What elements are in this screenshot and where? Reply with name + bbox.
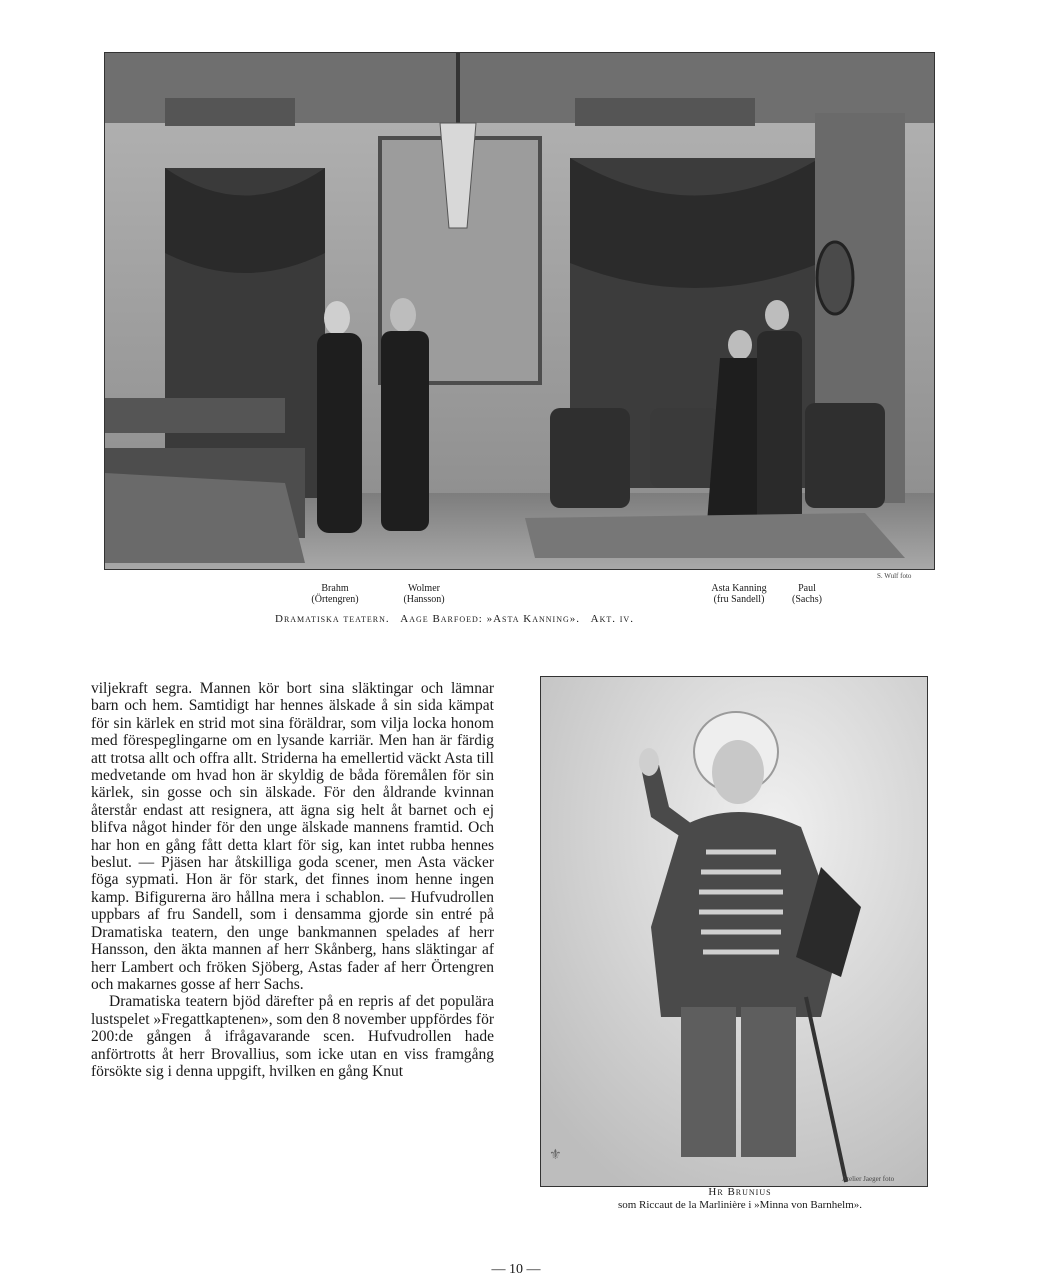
top-photo-caption: Dramatiska teatern. Aage Barfoed: »Asta Kanning». Akt. iv. — [275, 613, 634, 625]
cast-paul — [782, 583, 832, 605]
portrait-illustration — [541, 677, 927, 1186]
article-text — [91, 680, 494, 1080]
cast-name: Asta Kanning — [711, 583, 767, 594]
stage-photo — [104, 52, 935, 570]
cast-name: Brahm — [321, 583, 349, 594]
cast-role: (Sachs) — [792, 594, 822, 605]
cast-name: Wolmer — [408, 583, 440, 594]
portrait-caption-role: som Riccaut de la Marlinière i »Minna von Barnhelm». — [617, 1199, 863, 1211]
svg-text:⚜: ⚜ — [549, 1147, 562, 1163]
portrait-caption-name: Hr Brunius — [708, 1186, 772, 1198]
cast-role: (Örtengren) — [311, 594, 359, 605]
top-photo-credit: S. Wulf foto — [877, 572, 912, 580]
portrait-credit: Atelier Jaeger foto — [842, 1175, 895, 1183]
portrait-caption — [540, 1186, 940, 1212]
stage-scene-illustration — [105, 53, 934, 569]
cast-role: (fru Sandell) — [713, 594, 765, 605]
cast-name: Paul — [798, 583, 816, 594]
cast-asta-kanning — [699, 583, 779, 605]
cast-brahm — [300, 583, 370, 605]
paragraph-1: viljekraft segra. Mannen kör bort sina släktingar och lämnar barn och hem. Samtidigt har hennes älskade å sin sida kämpat för sin kärlek en strid mot sina föräldrar, som vilja locka honom med förespeglingarne om en lysande karriär. Men han är färdig att trotsa allt och offra allt. Striderna ha emellertid väckt Asta till medvetande om hvad hon är skyldig de båda föremålen för sin kärlek, sin gosse och sin älskade. För den åldrande kvinnan återstår endast att resignera, att ägna sig helt åt barnet och ej blifva något hinder för den unge älskade mannens framtid. Och har hon en gång fått detta klart för sig, kan intet rubba hennes beslut. — Pjäsen har åtskilliga goda scener, men Asta väcker föga sypmati. Hon är för stark, det finnes inom henne ingen kamp. Bifigurerna äro hållna mera i schablon. — Hufvudrollen uppbars af fru Sandell, som i densamma gjorde sin entré på Dramatiska teatern, den unge bankmannen spelades af herr Hansson, den äkta mannen af herr Skånberg, hans släktingar af herr Lambert och fröken Sjöberg, Astas fader af herr Örtengren och makarnes gosse af herr Sachs. — [91, 680, 494, 993]
page-number: — 10 — — [491, 1262, 541, 1277]
paragraph-2: Dramatiska teatern bjöd därefter på en repris af det populära lustspelet »Fregattkaptenen», som den 8 november uppfördes för 200:de gången å ifrågavarande scen. Hufvudrollen hade anförtrotts åt herr Brovallius, som icke utan en viss framgång försökte sig i denna uppgift, hvilken en gång Knut — [91, 993, 494, 1080]
cast-wolmer — [392, 583, 456, 605]
portrait-photo — [540, 676, 928, 1187]
cast-role: (Hansson) — [403, 594, 445, 605]
